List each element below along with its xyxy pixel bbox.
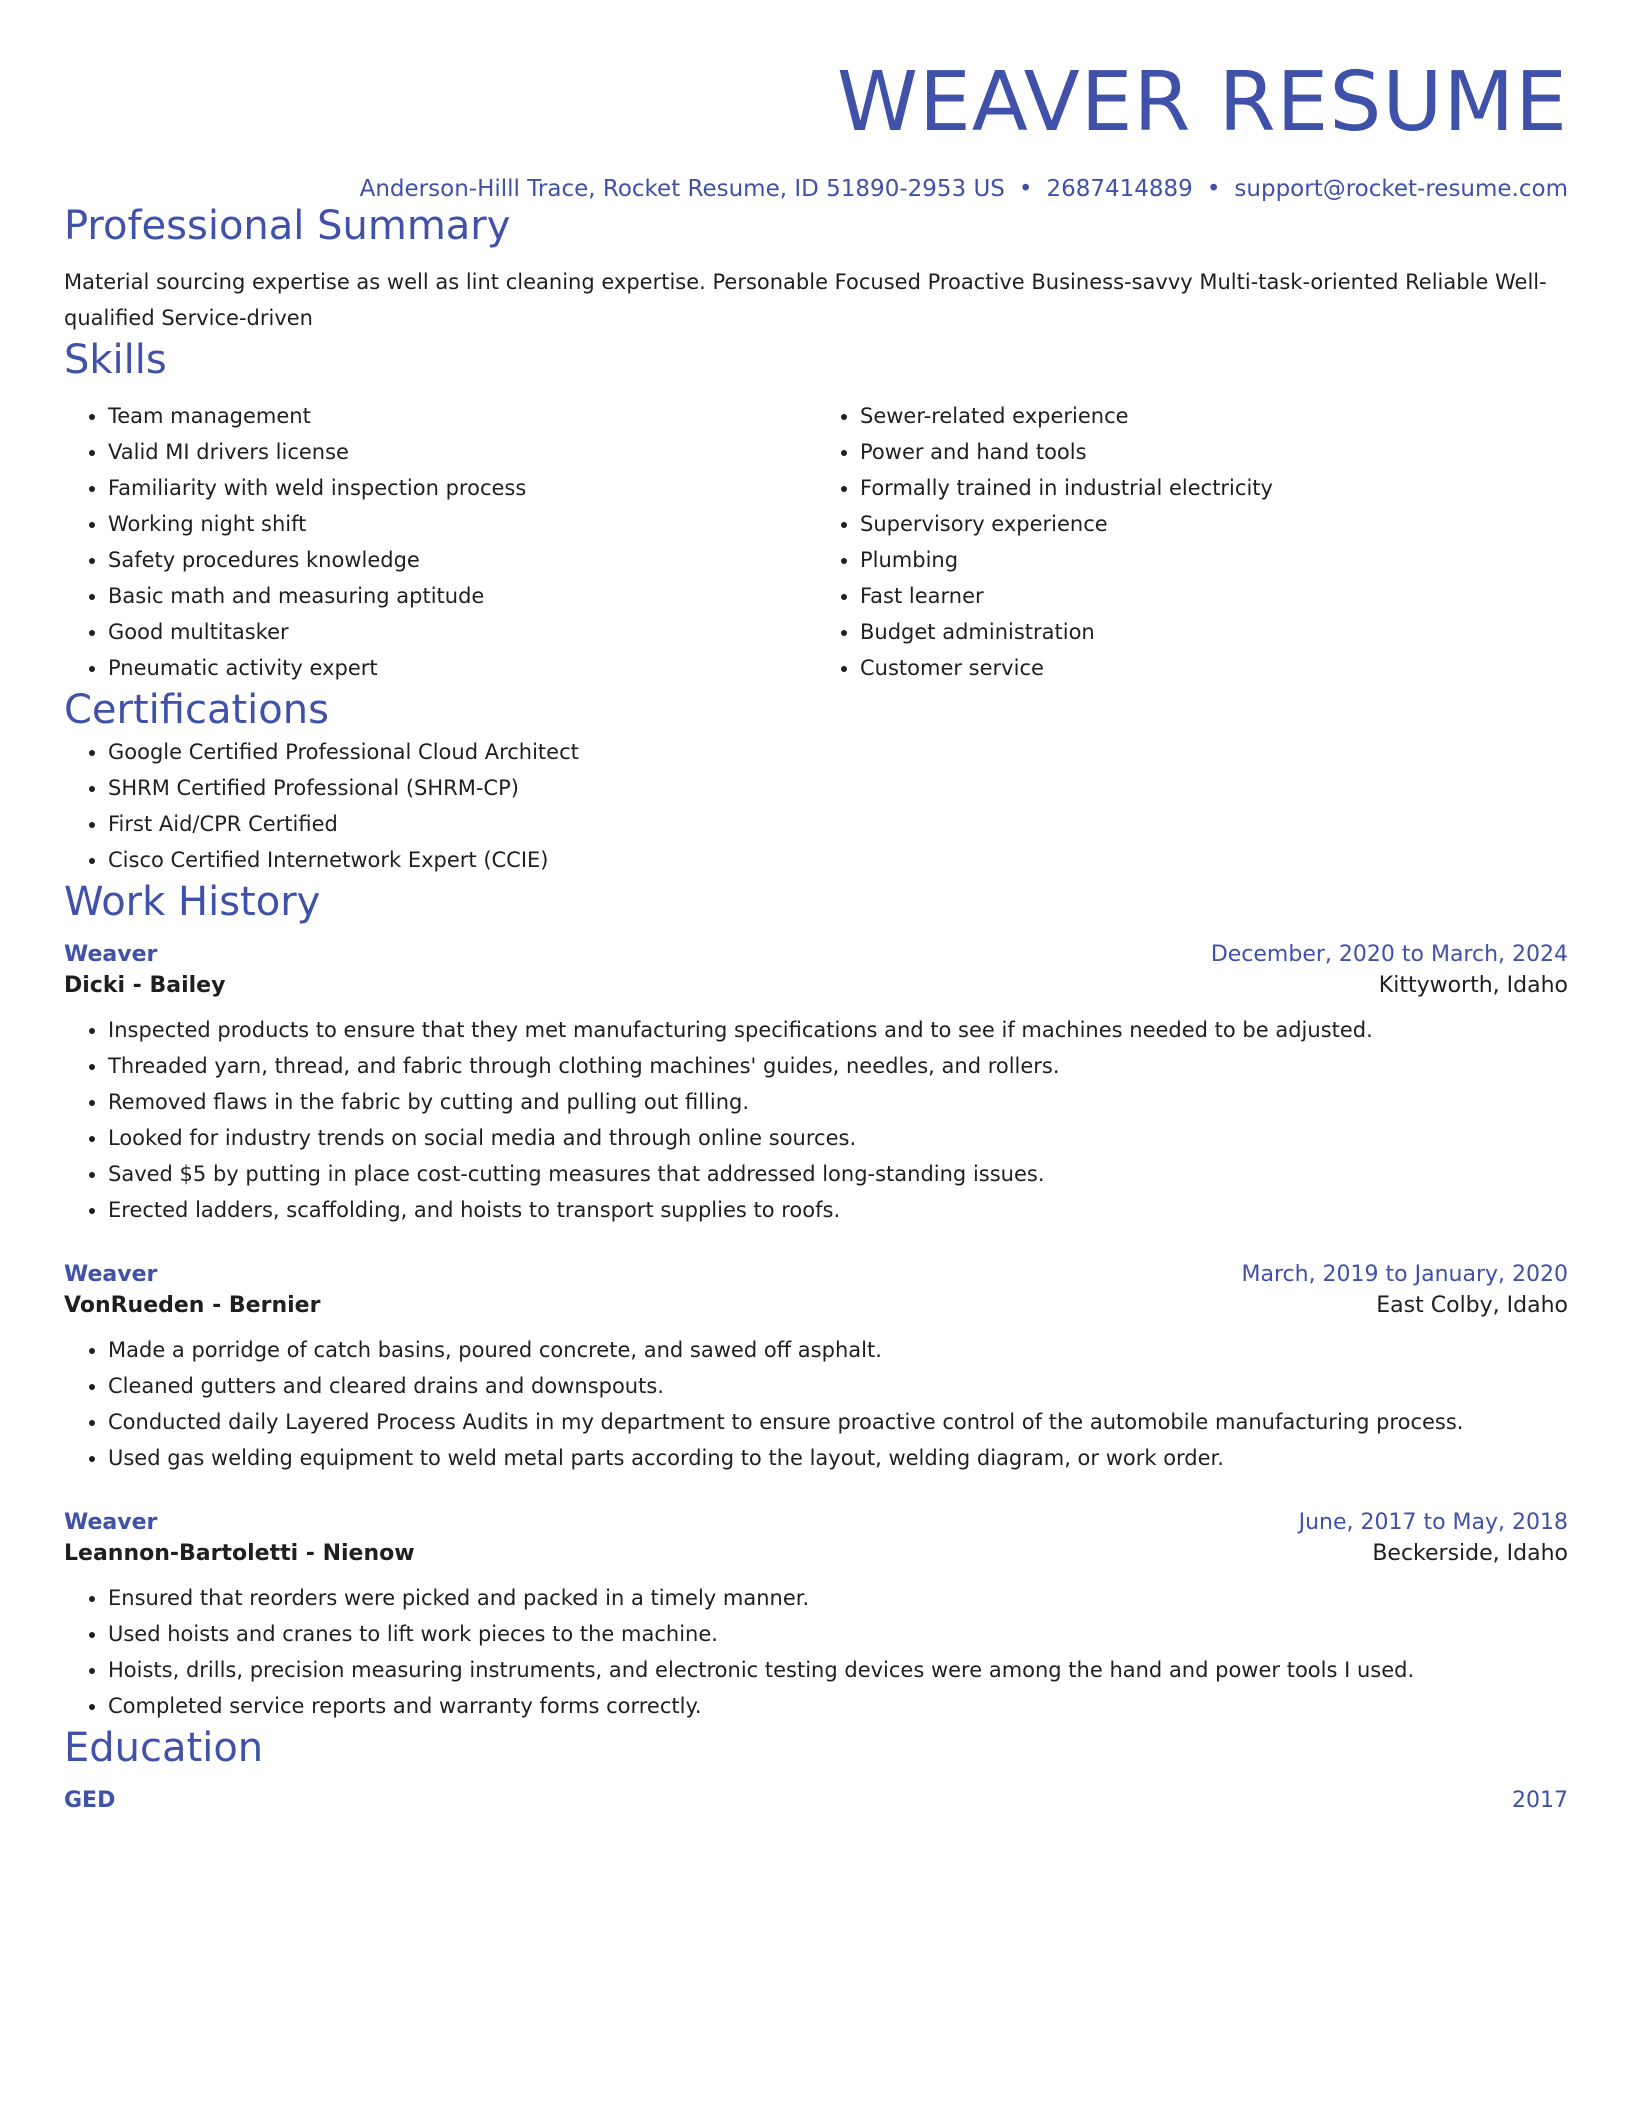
job-duties	[64, 1012, 1568, 1228]
summary-heading: Professional Summary	[64, 203, 511, 250]
job-duty: • Made a porridge of catch basins, poured concrete, and sawed off asphalt.	[108, 1332, 1568, 1368]
job-duty: • Used hoists and cranes to lift work pieces to the machine.	[108, 1616, 1568, 1652]
job-duty: • Threaded yarn, thread, and fabric through clothing machines' guides, needles, and rollers.	[108, 1048, 1568, 1084]
education-year: 2017	[1512, 1788, 1568, 1814]
skill-item: • Fast learner	[860, 578, 1568, 614]
job-company: Leannon-Bartoletti - Nienow	[64, 1541, 415, 1567]
skill-item: • Pneumatic activity expert	[108, 650, 816, 686]
skill-item: • Team management	[108, 398, 816, 434]
job-duties	[64, 1332, 1568, 1476]
contact-separator: •	[1018, 176, 1033, 203]
skill-item: • Customer service	[860, 650, 1568, 686]
job-duty: • Conducted daily Layered Process Audits in my department to ensure proactive control of the automobile manufacturing process.	[108, 1404, 1568, 1440]
work-history-heading: Work History	[64, 879, 321, 926]
skill-item: • Safety procedures knowledge	[108, 542, 816, 578]
certifications-heading: Certifications	[64, 687, 329, 734]
job-duty: • Looked for industry trends on social media and through online sources.	[108, 1120, 1568, 1156]
contact-line	[64, 176, 1568, 202]
certification-item: • Cisco Certified Internetwork Expert (CCIE)	[108, 842, 1568, 878]
skill-item: • Plumbing	[860, 542, 1568, 578]
education-heading: Education	[64, 1725, 264, 1772]
skill-item: • Valid MI drivers license	[108, 434, 816, 470]
skill-item: • Good multitasker	[108, 614, 816, 650]
job-duty: • Completed service reports and warranty forms correctly.	[108, 1688, 1568, 1724]
job-title: Weaver	[64, 942, 158, 968]
skills-heading: Skills	[64, 337, 167, 384]
skill-item: • Supervisory experience	[860, 506, 1568, 542]
skill-item: • Familiarity with weld inspection process	[108, 470, 816, 506]
job-duty: • Erected ladders, scaffolding, and hoists to transport supplies to roofs.	[108, 1192, 1568, 1228]
job-dates: December, 2020 to March, 2024	[1210, 942, 1568, 968]
skill-item: • Formally trained in industrial electricity	[860, 470, 1568, 506]
skills-columns	[64, 398, 1568, 686]
job-location: Beckerside, Idaho	[1372, 1541, 1568, 1567]
summary-text: Material sourcing expertise as well as lint cleaning expertise. Personable Focused Proactive Business-savvy Multi-task-oriented Reliable Well-qualified Service-driven	[64, 270, 1547, 331]
job-duty: • Cleaned gutters and cleared drains and downspouts.	[108, 1368, 1568, 1404]
contact-phone: 2687414889	[1046, 176, 1193, 203]
contact-address: Anderson-Hilll Trace, Rocket Resume, ID 51890-2953 US	[359, 176, 1005, 203]
job-entry	[64, 1510, 1568, 1724]
contact-separator: •	[1206, 176, 1221, 203]
job-title: Weaver	[64, 1510, 158, 1536]
job-duty: • Inspected products to ensure that they met manufacturing specifications and to see if machines needed to be adjusted.	[108, 1012, 1568, 1048]
job-dates: March, 2019 to January, 2020	[1241, 1262, 1568, 1288]
skill-item: • Sewer-related experience	[860, 398, 1568, 434]
contact-email: support@rocket-resume.com	[1234, 176, 1568, 203]
skill-item: • Working night shift	[108, 506, 816, 542]
skill-item: • Budget administration	[860, 614, 1568, 650]
job-duty: • Ensured that reorders were picked and packed in a timely manner.	[108, 1580, 1568, 1616]
job-dates: June, 2017 to May, 2018	[1298, 1510, 1568, 1536]
job-duty: • Used gas welding equipment to weld metal parts according to the layout, welding diagram, or work order.	[108, 1440, 1568, 1476]
job-duty: • Removed flaws in the fabric by cutting and pulling out filling.	[108, 1084, 1568, 1120]
certification-item: • SHRM Certified Professional (SHRM-CP)	[108, 770, 1568, 806]
skill-item: • Power and hand tools	[860, 434, 1568, 470]
skills-list-right	[816, 398, 1568, 686]
job-location: East Colby, Idaho	[1376, 1293, 1568, 1319]
resume-name-title: WEAVER RESUME	[836, 55, 1568, 150]
job-company: Dicki - Bailey	[64, 973, 226, 999]
job-duties	[64, 1580, 1568, 1724]
job-entry	[64, 942, 1568, 1228]
job-title: Weaver	[64, 1262, 158, 1288]
skill-item: • Basic math and measuring aptitude	[108, 578, 816, 614]
job-company: VonRueden - Bernier	[64, 1293, 321, 1319]
education-degree: GED	[64, 1788, 116, 1814]
certifications-list	[64, 734, 1568, 878]
skills-list-left	[64, 398, 816, 686]
job-duty: • Hoists, drills, precision measuring instruments, and electronic testing devices were among the hand and power tools I used.	[108, 1652, 1568, 1688]
certification-item: • Google Certified Professional Cloud Architect	[108, 734, 1568, 770]
job-entry	[64, 1262, 1568, 1476]
job-location: Kittyworth, Idaho	[1378, 973, 1568, 999]
education-entry	[64, 1788, 1568, 1813]
certification-item: • First Aid/CPR Certified	[108, 806, 1568, 842]
job-duty: • Saved $5 by putting in place cost-cutting measures that addressed long-standing issues.	[108, 1156, 1568, 1192]
